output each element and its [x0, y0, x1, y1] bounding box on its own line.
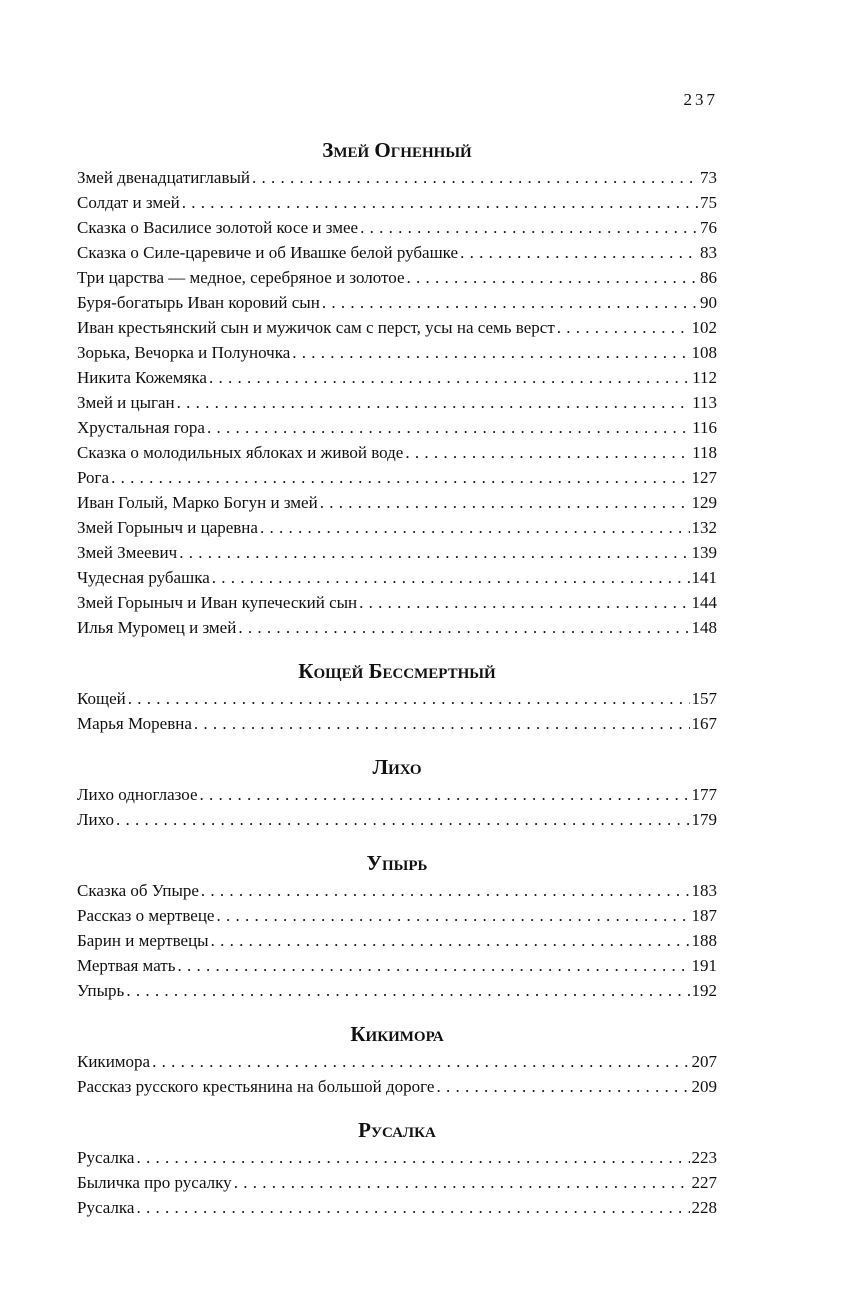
entry-title: Илья Муромец и змей	[77, 618, 237, 637]
entry-page-number: 113	[692, 393, 717, 412]
section-title: Русалка	[358, 1118, 436, 1142]
entry-title: Сказка о Силе-царевиче и об Ивашке белой рубашке	[77, 243, 459, 262]
dot-leader	[360, 215, 698, 240]
toc-entry	[77, 686, 717, 711]
entry-title: Змей двенадцатиглавый	[77, 168, 250, 187]
entry-page-number: 144	[691, 593, 717, 612]
entry-title: Хрустальная гора	[77, 418, 205, 437]
dot-leader	[128, 686, 690, 711]
toc-entry	[77, 590, 717, 615]
toc-entry	[77, 165, 717, 190]
section-title: Кикимора	[350, 1022, 444, 1046]
dot-leader	[292, 340, 689, 365]
entry-title: Кощей	[77, 689, 126, 708]
dot-leader	[212, 565, 690, 590]
entry-page-number: 148	[691, 618, 717, 637]
entry-page-number: 75	[700, 193, 717, 212]
toc-entry	[77, 615, 717, 640]
toc-entry	[77, 1170, 717, 1195]
entry-page-number: 127	[691, 468, 717, 487]
entry-title: Зорька, Вечорка и Полуночка	[77, 343, 291, 362]
toc-section	[77, 137, 717, 640]
dot-leader	[194, 711, 690, 736]
toc-entry	[77, 190, 717, 215]
dot-leader	[557, 315, 690, 340]
dot-leader	[211, 928, 690, 953]
dot-leader	[152, 1049, 689, 1074]
entry-page-number: 132	[691, 518, 717, 537]
dot-leader	[207, 415, 690, 440]
entry-page-number: 76	[700, 218, 717, 237]
toc-section	[77, 1117, 717, 1220]
dot-leader	[200, 782, 690, 807]
section-title: Змей Огненный	[322, 138, 472, 162]
entry-title: Лихо одноглазое	[77, 785, 198, 804]
toc-entry	[77, 265, 717, 290]
entry-page-number: 177	[691, 785, 717, 804]
entry-title: Русалка	[77, 1198, 135, 1217]
dot-leader	[116, 807, 690, 832]
toc-entry	[77, 565, 717, 590]
entry-title: Кикимора	[77, 1052, 151, 1071]
dot-leader	[405, 440, 690, 465]
table-of-contents	[77, 137, 717, 1220]
toc-entry	[77, 782, 717, 807]
entry-title: Упырь	[77, 981, 125, 1000]
dot-leader	[182, 190, 698, 215]
toc-entry	[77, 1049, 717, 1074]
dot-leader	[209, 365, 690, 390]
entry-title: Быличка про русалку	[77, 1173, 232, 1192]
toc-entry	[77, 807, 717, 832]
entry-title: Змей Горыныч и Иван купеческий сын	[77, 593, 358, 612]
entry-title: Барин и мертвецы	[77, 931, 209, 950]
dot-leader	[136, 1195, 689, 1220]
toc-entry	[77, 340, 717, 365]
dot-leader	[177, 390, 690, 415]
entry-title: Рога	[77, 468, 110, 487]
entry-page-number: 183	[691, 881, 717, 900]
toc-entry	[77, 711, 717, 736]
toc-entry	[77, 290, 717, 315]
entry-page-number: 141	[691, 568, 717, 587]
toc-entry	[77, 928, 717, 953]
toc-section	[77, 850, 717, 1003]
entry-title: Змей Горыныч и царевна	[77, 518, 258, 537]
toc-entry	[77, 1145, 717, 1170]
toc-entry	[77, 1195, 717, 1220]
dot-leader	[252, 165, 698, 190]
entry-page-number: 139	[691, 543, 717, 562]
toc-section	[77, 1021, 717, 1099]
entry-page-number: 116	[692, 418, 717, 437]
entry-page-number: 129	[691, 493, 717, 512]
section-title: Упырь	[366, 851, 428, 875]
toc-entry	[77, 365, 717, 390]
toc-entry	[77, 440, 717, 465]
dot-leader	[136, 1145, 689, 1170]
entry-title: Три царства — медное, серебряное и золотое	[77, 268, 405, 287]
entry-title: Русалка	[77, 1148, 135, 1167]
entry-page-number: 228	[691, 1198, 717, 1217]
dot-leader	[322, 290, 698, 315]
toc-section	[77, 658, 717, 736]
entry-title: Лихо	[77, 810, 114, 829]
entry-page-number: 73	[700, 168, 717, 187]
entry-title: Сказка об Упыре	[77, 881, 199, 900]
entry-page-number: 223	[691, 1148, 717, 1167]
toc-entry	[77, 465, 717, 490]
toc-entry	[77, 540, 717, 565]
toc-entry	[77, 903, 717, 928]
dot-leader	[216, 903, 689, 928]
entry-page-number: 112	[692, 368, 717, 387]
entry-title: Сказка о молодильных яблоках и живой воде	[77, 443, 404, 462]
entry-page-number: 167	[691, 714, 717, 733]
toc-entry	[77, 390, 717, 415]
dot-leader	[260, 515, 690, 540]
toc-entry	[77, 515, 717, 540]
dot-leader	[234, 1170, 690, 1195]
dot-leader	[178, 953, 690, 978]
entry-title: Змей Змеевич	[77, 543, 178, 562]
entry-page-number: 83	[700, 243, 717, 262]
toc-entry	[77, 315, 717, 340]
entry-page-number: 90	[700, 293, 717, 312]
dot-leader	[436, 1074, 689, 1099]
entry-title: Сказка о Василисе золотой косе и змее	[77, 218, 359, 237]
page-number: 237	[683, 90, 718, 109]
entry-page-number: 187	[691, 906, 717, 925]
entry-page-number: 157	[691, 689, 717, 708]
entry-title: Рассказ о мертвеце	[77, 906, 215, 925]
toc-entry	[77, 978, 717, 1003]
toc-section	[77, 754, 717, 832]
section-title: Лихо	[372, 755, 422, 779]
toc-entry	[77, 490, 717, 515]
dot-leader	[238, 615, 689, 640]
entry-page-number: 108	[691, 343, 717, 362]
entry-page-number: 207	[691, 1052, 717, 1071]
entry-page-number: 118	[692, 443, 717, 462]
entry-page-number: 209	[691, 1077, 717, 1096]
entry-title: Чудесная рубашка	[77, 568, 210, 587]
dot-leader	[460, 240, 698, 265]
entry-page-number: 191	[691, 956, 717, 975]
dot-leader	[201, 878, 690, 903]
toc-entry	[77, 1074, 717, 1099]
dot-leader	[179, 540, 689, 565]
entry-title: Рассказ русского крестьянина на большой дороге	[77, 1077, 435, 1096]
entry-page-number: 86	[700, 268, 717, 287]
entry-title: Марья Моревна	[77, 714, 192, 733]
section-title: Кощей Бессмертный	[298, 659, 496, 683]
dot-leader	[111, 465, 689, 490]
entry-title: Иван Голый, Марко Богун и змей	[77, 493, 318, 512]
entry-title: Солдат и змей	[77, 193, 180, 212]
toc-entry	[77, 953, 717, 978]
entry-title: Буря-богатырь Иван коровий сын	[77, 293, 320, 312]
dot-leader	[320, 490, 690, 515]
entry-title: Никита Кожемяка	[77, 368, 207, 387]
entry-page-number: 227	[691, 1173, 717, 1192]
entry-title: Мертвая мать	[77, 956, 176, 975]
toc-entry	[77, 415, 717, 440]
entry-title: Змей и цыган	[77, 393, 175, 412]
entry-page-number: 192	[691, 981, 717, 1000]
dot-leader	[407, 265, 699, 290]
entry-page-number: 188	[691, 931, 717, 950]
toc-entry	[77, 878, 717, 903]
dot-leader	[359, 590, 689, 615]
toc-entry	[77, 215, 717, 240]
entry-page-number: 179	[691, 810, 717, 829]
dot-leader	[126, 978, 689, 1003]
entry-title: Иван крестьянский сын и мужичок сам с перст, усы на семь верст	[77, 318, 555, 337]
toc-entry	[77, 240, 717, 265]
entry-page-number: 102	[691, 318, 717, 337]
